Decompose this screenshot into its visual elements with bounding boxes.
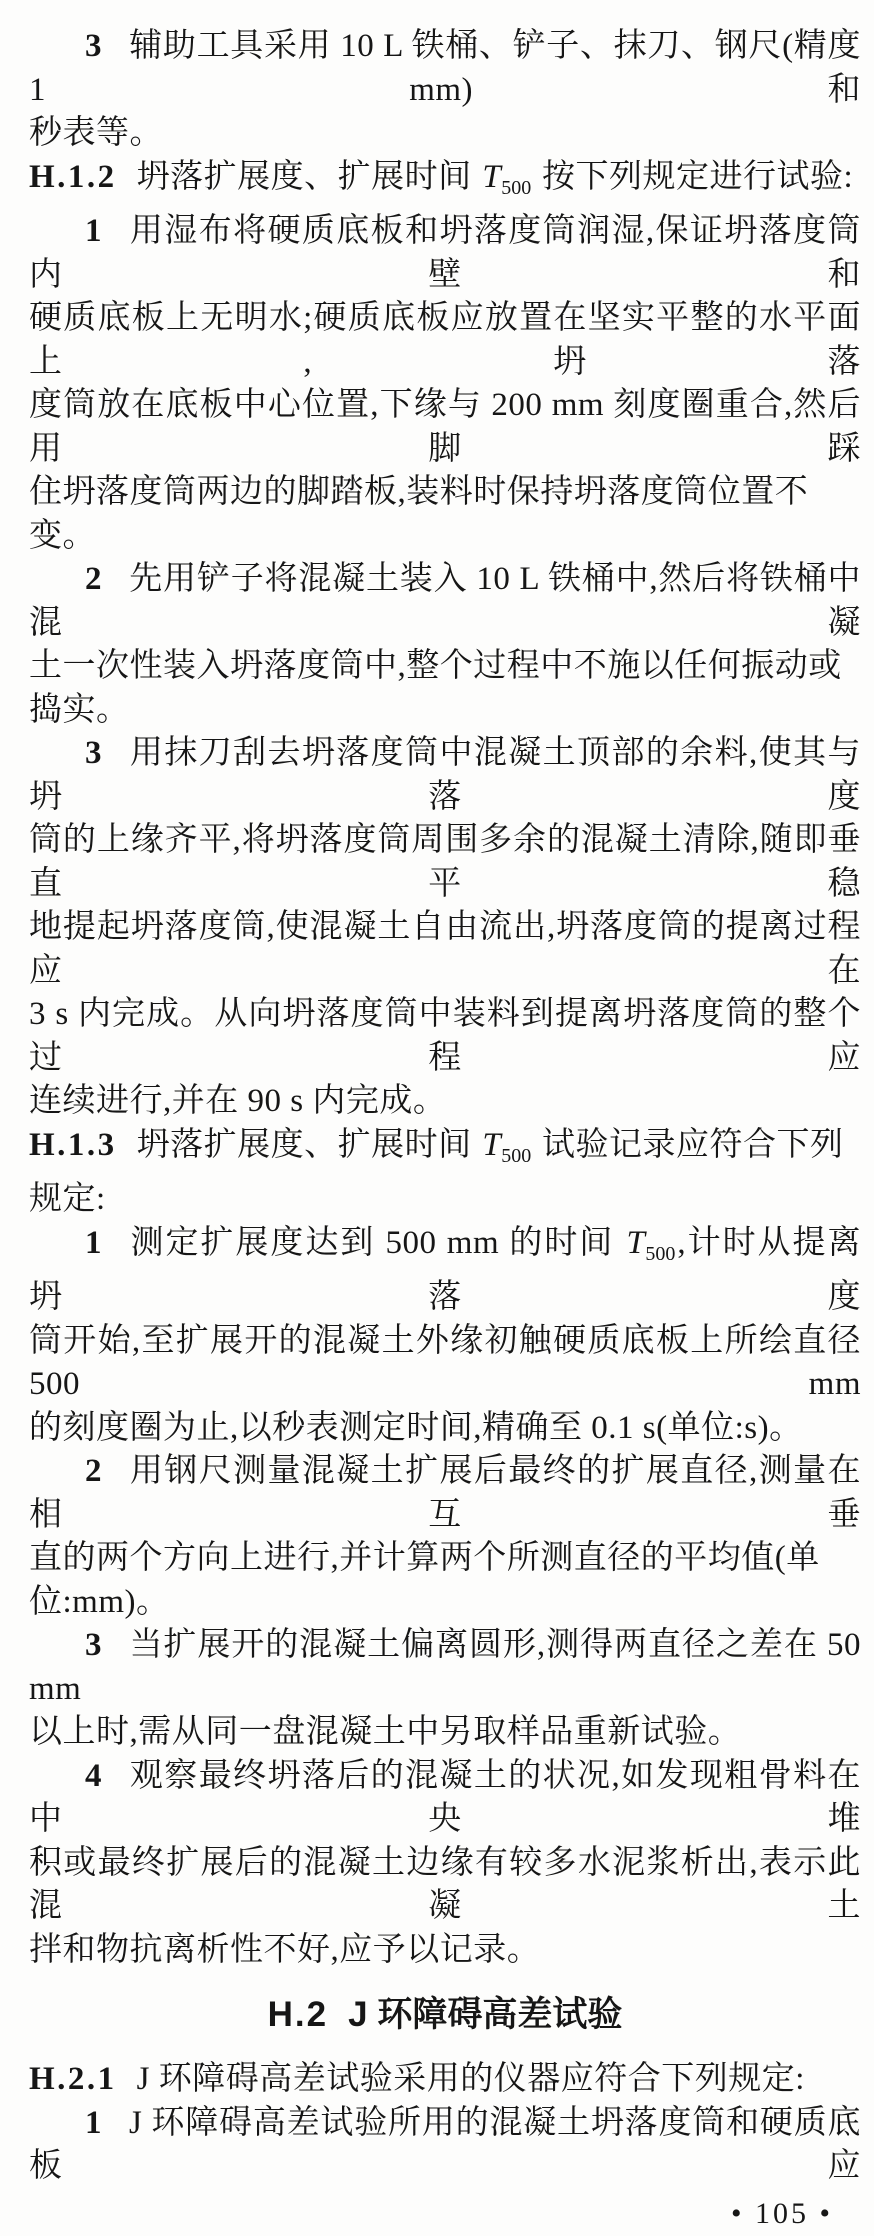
text-run: 住坍落度筒两边的脚踏板,装料时保持坍落度筒位置不变。 [29,474,809,554]
text-run: 地提起坍落度筒,使混凝土自由流出,坍落度筒的提离过程应在 [29,909,861,989]
text-line [29,1929,861,1973]
text-run: 拌和物抗离析性不好,应予以记录。 [29,1931,541,1968]
text-run: 用湿布将硬质底板和坍落度筒润湿,保证坍落度筒内壁和 [29,213,861,293]
text-run: 当扩展开的混凝土偏离圆形,测得两直径之差在 50 mm [29,1627,861,1707]
text-line [29,906,861,993]
text-line [29,1407,861,1451]
text-run: 用抹刀刮去坍落度筒中混凝土顶部的余料,使其与坍落度 [29,735,861,815]
clause-number: H.1.2 [29,158,117,195]
text-line [29,732,861,819]
item-number: 1 [85,213,102,249]
text-run: 硬质底板上无明水;硬质底板应放置在坚实平整的水平面上,坍落 [29,300,861,380]
text-line [29,1222,861,1320]
item-number: 2 [85,561,102,597]
item-number: 2 [85,1453,102,1489]
text-line [29,384,861,471]
text-line [29,2102,861,2189]
text-line [29,156,861,211]
text-run: J 环障碍高差试验采用的仪器应符合下列规定: [136,2061,805,2097]
text-line [29,558,861,645]
item-number: 3 [85,1627,102,1663]
text-line [29,1320,861,1407]
item-number: 4 [85,1757,102,1794]
text-run: 积或最终扩展后的混凝土边缘有较多水泥浆析出,表示此混凝土 [29,1844,861,1924]
text-line [29,2058,861,2102]
text-run: 辅助工具采用 10 L 铁桶、铲子、抹刀、钢尺(精度 1 mm)和 [29,28,861,108]
text-run: 3 s 内完成。从向坍落度筒中装料到提离坍落度筒的整个过程应 [29,996,861,1076]
text-run: 用钢尺测量混凝土扩展后最终的扩展直径,测量在相互垂 [29,1453,861,1533]
formula-symbol: T [482,158,502,195]
formula-subscript: 500 [645,1242,676,1265]
formula-subscript: 500 [501,1144,532,1167]
text-run: 度筒放在底板中心位置,下缘与 200 mm 刻度圈重合,然后用脚踩 [29,387,861,467]
text-run: 秒表等。 [29,115,163,151]
heading-number: H.2 [267,1995,329,2034]
item-number: 3 [85,735,102,771]
text-line [29,1842,861,1929]
formula-symbol: T [482,1126,502,1163]
text-run: 以上时,需从同一盘混凝土中另取样品重新试验。 [29,1714,742,1750]
text-line [29,1624,861,1711]
text-run: 筒开始,至扩展开的混凝土外缘初触硬质底板上所绘直径 500 mm [29,1322,861,1402]
text-line [29,819,861,906]
text-line [29,993,861,1080]
formula-symbol: T [626,1224,646,1261]
text-line [29,1080,861,1124]
text-run: 筒的上缘齐平,将坍落度筒周围多余的混凝土清除,随即垂直平稳 [29,822,861,902]
text-run: 坍落扩展度、扩展时间 [136,158,481,195]
clause-number: H.1.3 [29,1126,117,1163]
section-heading [29,1993,861,2037]
text-run: 按下列规定进行试验: [533,158,854,195]
text-run: 试验记录应符合下列规定: [29,1126,844,1217]
text-run: 的刻度圈为止,以秒表测定时间,精确至 0.1 s(单位:s)。 [29,1409,803,1446]
clause-number: H.2.1 [29,2061,117,2097]
text-line [29,1124,861,1222]
item-number: 1 [85,2104,102,2141]
text-line [29,471,861,558]
text-line [29,645,861,732]
text-run: J 环障碍高差试验所用的混凝土坍落度筒和硬质底板应 [29,2104,861,2184]
text-run: 土一次性装入坍落度筒中,整个过程中不施以任何振动或捣实。 [29,648,842,728]
page-number: • 105 • [730,2196,833,2230]
item-number: 3 [85,28,102,64]
text-line [29,1711,861,1755]
text-line [29,112,861,156]
text-line [29,297,861,384]
text-run: 观察最终坍落后的混凝土的状况,如发现粗骨料在中央堆 [29,1757,861,1837]
formula-subscript: 500 [501,176,532,199]
text-run: 连续进行,并在 90 s 内完成。 [29,1083,447,1119]
text-line [29,210,861,297]
text-line [29,1450,861,1537]
text-line [29,1755,861,1842]
text-line [29,1537,861,1624]
text-run: 先用铲子将混凝土装入 10 L 铁桶中,然后将铁桶中混凝 [29,561,861,641]
text-run: ,计时从提离坍落度 [29,1224,861,1315]
item-number: 1 [85,1224,102,1261]
text-run: 测定扩展度达到 500 mm 的时间 [129,1224,625,1261]
text-run: J 环障碍高差试验 [348,1995,623,2034]
document-body [29,25,861,2189]
text-run: 坍落扩展度、扩展时间 [136,1126,481,1163]
text-line [29,25,861,112]
text-run: 直的两个方向上进行,并计算两个所测直径的平均值(单位:mm)。 [29,1540,820,1620]
